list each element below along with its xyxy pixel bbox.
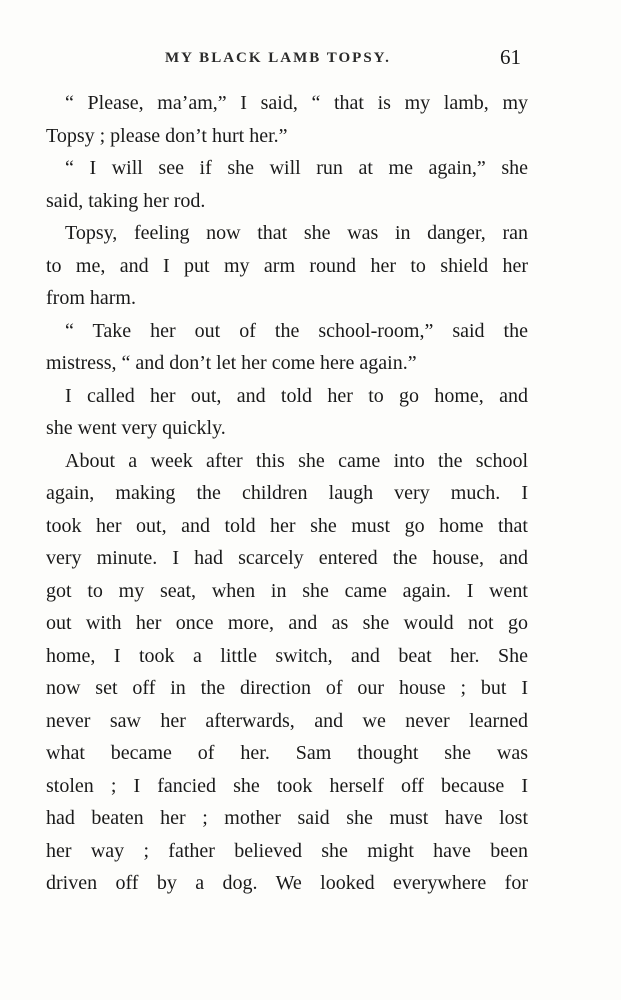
text-line: to me, and I put my arm round her to shield her bbox=[46, 254, 528, 277]
text-line: again, making the children laugh very much. I bbox=[46, 482, 528, 504]
paragraph bbox=[46, 87, 528, 152]
text-line: out with her once more, and as she would not go bbox=[46, 612, 528, 634]
text-line: mistress, “ and don’t let her come here again.” bbox=[46, 352, 417, 374]
text-line: from harm. bbox=[46, 287, 136, 309]
text-line: “ I will see if she will run at me again,” she bbox=[65, 157, 528, 179]
paragraph bbox=[46, 217, 528, 315]
page-number: 61 bbox=[500, 45, 521, 69]
text-line: home, I took a little switch, and beat her. She bbox=[46, 644, 528, 667]
text-line: took her out, and told her she must go home that bbox=[46, 514, 528, 537]
running-head: MY BLACK LAMB TOPSY. bbox=[165, 50, 391, 66]
text-line: never saw her afterwards, and we never learned bbox=[46, 709, 528, 732]
text-line: I called her out, and told her to go home, and bbox=[65, 384, 528, 407]
text-line: “ Take her out of the school-room,” said the bbox=[65, 319, 528, 342]
text-line: “ Please, ma’am,” I said, “ that is my lamb, my bbox=[65, 92, 528, 114]
text-line: Topsy, feeling now that she was in danger, ran bbox=[65, 222, 528, 244]
text-line: said, taking her rod. bbox=[46, 189, 206, 212]
text-line: now set off in the direction of our house ; but I bbox=[46, 677, 528, 699]
paragraph bbox=[46, 445, 528, 900]
paragraph bbox=[46, 152, 528, 217]
paragraph bbox=[46, 380, 528, 445]
text-line: stolen ; I fancied she took herself off because I bbox=[46, 774, 528, 797]
text-line: very minute. I had scarcely entered the house, and bbox=[46, 547, 528, 569]
text-line: driven off by a dog. We looked everywhere for bbox=[46, 872, 528, 894]
text-line: Topsy ; please don’t hurt her.” bbox=[46, 124, 288, 147]
text-line: she went very quickly. bbox=[46, 417, 226, 439]
paragraph bbox=[46, 315, 528, 380]
text-line: got to my seat, when in she came again. I went bbox=[46, 579, 528, 602]
text-line: what became of her. Sam thought she was bbox=[46, 742, 528, 764]
text-line: About a week after this she came into the school bbox=[65, 449, 528, 472]
body-text bbox=[46, 87, 528, 900]
text-line: had beaten her ; mother said she must have lost bbox=[46, 807, 528, 829]
text-line: her way ; father believed she might have been bbox=[46, 839, 528, 862]
